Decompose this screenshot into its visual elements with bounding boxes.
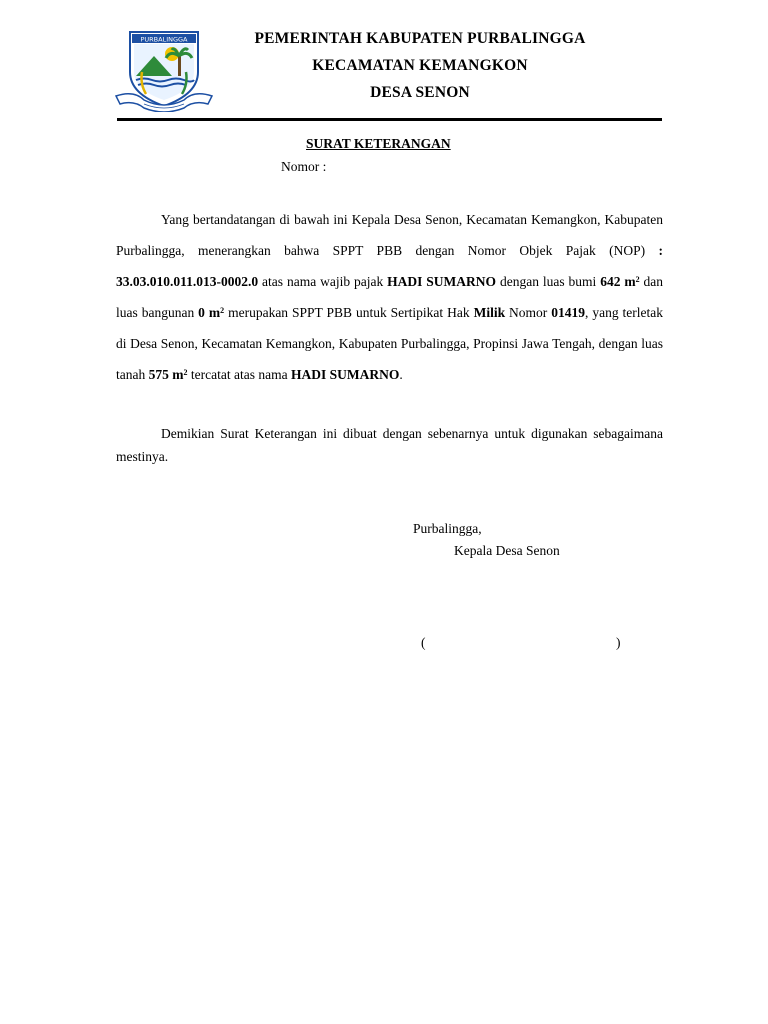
header-divider	[117, 118, 662, 121]
document-title: SURAT KETERANGAN	[306, 136, 451, 151]
header-line-village: DESA SENON	[370, 84, 470, 101]
header-line-district: KECAMATAN KEMANGKON	[312, 57, 528, 74]
taxpayer-name: HADI SUMARNO	[387, 274, 497, 289]
document-number-label: Nomor :	[281, 159, 327, 174]
statement-paragraph: Yang bertandatangan di bawah ini Kepala Desa Senon, Kecamatan Kemangkon, Kabupaten Purbalingga, menerangkan bahwa SPPT PBB dengan Nomor Objek Pajak (NOP) : 33.03.010.011.013-0002.0 atas nama wajib pajak HADI SUMARNO dengan luas bumi 642 $m^2$ dan luas bangunan 0 $m^2$ merupakan SPPT PBB untuk Sertipikat Hak Milik Nomor 01419, yang terletak di Desa Senon, Kecamatan Kemangkon, Kabupaten Purbalingga, Propinsi Jawa Tengah, dengan luas tanah 575 $m^2$ tercatat atas nama HADI SUMARNO.	[116, 212, 664, 382]
owner-name: HADI SUMARNO	[290, 367, 400, 382]
purbalingga-coat-of-arms-logo	[114, 28, 214, 112]
signature-bracket-close: )	[616, 635, 621, 650]
certificate-number: 01419	[551, 305, 586, 320]
signature-place: Purbalingga,	[413, 521, 482, 536]
signer-role: Kepala Desa Senon	[454, 543, 560, 558]
header-line-regency: PEMERINTAH KABUPATEN PURBALINGGA	[254, 30, 586, 47]
land-area: 642 m	[600, 274, 636, 289]
signature-bracket-open: (	[421, 635, 426, 650]
closing-paragraph: Demikian Surat Keterangan ini dibuat dengan sebenarnya untuk digunakan sebagaimana mestinya.	[116, 426, 663, 464]
building-area: 0 m	[198, 305, 221, 320]
registered-land-area: 575 m	[148, 367, 184, 382]
logo-text: PURBALINGGA	[140, 35, 188, 44]
